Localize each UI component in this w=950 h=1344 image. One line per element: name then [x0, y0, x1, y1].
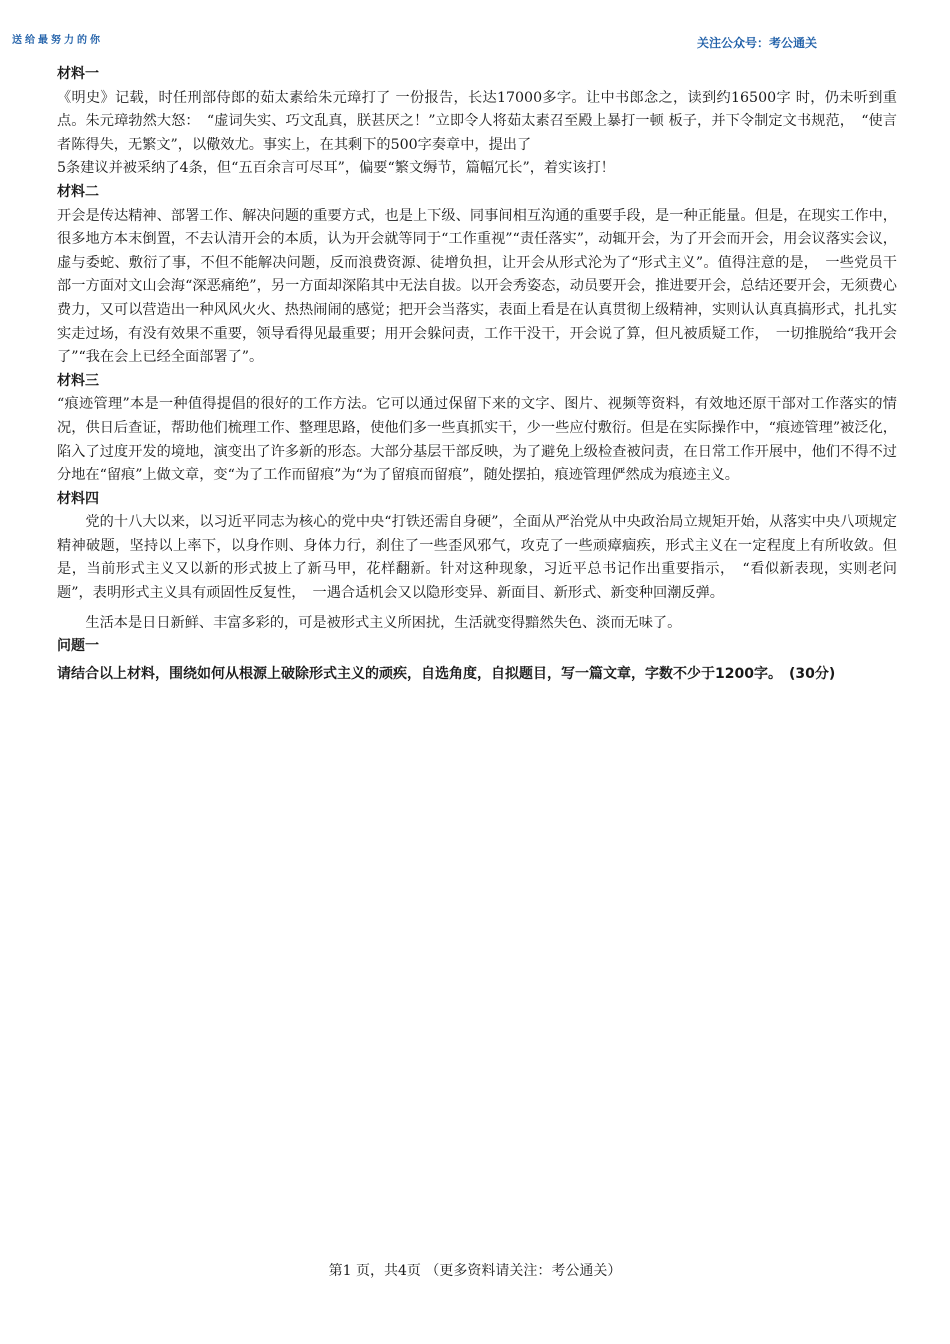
- question-one: [57, 635, 897, 689]
- paragraph: 党的十八大以来，以习近平同志为核心的党中央“打铁还需自身硬”，全面从严治党从中央政治局立规矩开始，从落实中央八项规定精神破题，坚持以上率下，以身作则、身体力行，刹住了一些歪风邪气，攻克了一些顽瘴痼疾，形式主义在一定程度上有所收敛。但是，当前形式主义又以新的形式披上了新马甲，花样翻新。针对这种现象，习近平总书记作出重要指示， “看似新表现，实则老问题”，表明形式主义具有顽固性反复性， 一遇合适机会又以隐形变异、新面目、新形式、新变种回潮反弹。: [57, 514, 897, 602]
- material-three: [57, 370, 897, 488]
- question-text: 请结合以上材料，围绕如何从根源上破除形式主义的顽疾，自选角度，自拟题目，写一篇文章，字数不少于1200字。 (30分): [57, 665, 836, 682]
- paragraph: 生活本是日日新鲜、丰富多彩的，可是被形式主义所困扰，生活就变得黯然失色、淡而无味了。: [85, 614, 682, 631]
- section-heading: 材料三: [57, 372, 99, 389]
- material-two: [57, 181, 897, 370]
- section-heading: 材料四: [57, 490, 99, 507]
- material-one: [57, 63, 897, 181]
- paragraph: 5条建议并被采纳了4条，但“五百余言可尽耳”，偏要“繁文缛节，篇幅冗长”，着实该打！: [57, 160, 615, 177]
- paragraph: 《明史》记载，时任刑部侍郎的茹太素给朱元璋打了 一份报告，长达17000多字。让中书郎念之，读到约16500字 时，仍未听到重点。朱元璋勃然大怒： “虚词失实、巧文乱真，朕甚厌之！”立即令人将茹太素召至殿上暴打一顿 板子，并下令制定文书规范， “使言者陈得失，无繁文”，以儆效尤。事实上，在其剩下的500字奏章中，提出了: [57, 89, 897, 153]
- section-heading: 材料二: [57, 183, 99, 200]
- section-heading: 材料一: [57, 66, 99, 82]
- material-four: [57, 488, 897, 636]
- paragraph: 开会是传达精神、部署工作、解决问题的重要方式，也是上下级、同事间相互沟通的重要手段，是一种正能量。但是，在现实工作中，很多地方本末倒置，不去认清开会的本质，认为开会就等同于“工作重视”“责任落实”，动辄开会，为了开会而开会，用会议落实会议，虚与委蛇、敷衍了事，不但不能解决问题，反而浪费资源、徒增负担，让开会从形式沦为了“形式主义”。值得注意的是， 一些党员干部一方面对文山会海“深恶痛绝”，另一方面却深陷其中无法自拔。以开会秀姿态，动员要开会，推进要开会，总结还要开会，无须费心费力，又可以营造出一种风风火火、热热闹闹的感觉；把开会当落实，表面上看是在认真贯彻上级精神，实则认认真真搞形式，扎扎实实走过场，有没有效果不重要，领导看得见最重要；用开会躲问责，工作干没干，开会说了算，但凡被质疑工作， 一切推脱给“我开会了”“我在会上已经全面部署了”。: [57, 207, 897, 366]
- page-footer: 第1 页，共4页 （更多资料请关注：考公通关）: [328, 1263, 622, 1279]
- question-heading: 问题一: [57, 638, 99, 655]
- header-slogan: 送给最努力的你: [12, 35, 103, 46]
- paragraph: “痕迹管理”本是一种值得提倡的很好的工作方法。它可以通过保留下来的文字、图片、视频等资料，有效地还原干部对工作落实的情况，供日后查证，帮助他们梳理工作、整理思路，使他们多一些真抓实干，少一些应付敷衍。但是在实际操作中，“痕迹管理”被泛化，陷入了过度开发的境地，演变出了许多新的形态。大部分基层干部反映，为了避免上级检查被问责，在日常工作开展中，他们不得不过分地在“留痕”上做文章，变“为了工作而留痕”为“为了留痕而留痕”，随处摆拍，痕迹管理俨然成为痕迹主义。: [57, 396, 897, 484]
- document-body: [57, 63, 897, 689]
- header-wechat-note: 关注公众号：考公通关: [697, 36, 818, 50]
